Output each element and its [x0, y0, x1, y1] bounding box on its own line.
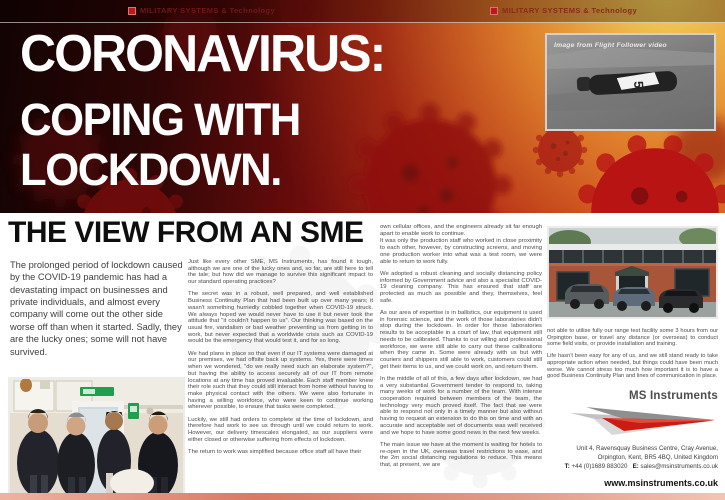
body-paragraph: As our area of expertise is in ballistics, our equipment is used in forensic science, and the work of those laboratories didn't stop during the lockdown. In order for those laboratories results to be acceptable in a court of law, that equipment still needs to be calibrated. Thanks to our willing and professional workforce, we were still able to carry out these calibrations when they came in. Some were already with us but with couriers and shippers still able to work, customers could still get their items to us, and we could work on, and return them.: [380, 309, 542, 370]
body-column-2: [188, 259, 373, 461]
projectile-number-label: 5: [631, 80, 647, 89]
body-paragraph: It was only the production staff who worked in close proximity to each other, however, by constructing screens, and moving one production worker into what was a test room, we were able to return to work fully.: [380, 238, 542, 265]
company-address: [547, 445, 718, 472]
body-paragraph: Luckily, we still had orders to complete at the time of lockdown, and therefore had work to see us through until we could return to work. However, our delivery timescales elongated, as our suppliers were either closed or otherwise suffering from effects of lockdown.: [188, 416, 373, 443]
building-photo: [547, 226, 718, 319]
company-logo-text: MS Instruments: [628, 389, 718, 402]
hero-section: [0, 0, 725, 213]
body-paragraph: The return to work was simplified because office staff all have their: [188, 448, 362, 455]
brand-square-icon: [128, 7, 136, 15]
email-address: sales@msinstruments.co.uk: [640, 463, 718, 471]
phone-label: T:: [564, 463, 570, 471]
article-headline: THE VIEW FROM AN SME: [8, 216, 364, 249]
cover-title-line1: CORONAVIRUS:: [20, 25, 385, 83]
phone-number: +44 (0)1689 883020: [571, 463, 628, 471]
intro-paragraph: The prolonged period of lockdown caused by the COVID-19 pandemic has had a devastating impact on businesses and private individuals, and almost every company will come out the other side worse off than when it started. Sadly, they are the lucky ones; some will not have survived.: [10, 260, 183, 357]
article-body: [0, 213, 725, 500]
body-paragraph: In the middle of all of this, a few days after lockdown, we had a very substantial Government tender to respond to, taking many weeks of work for a number of the team. With intense cooperation required between members of the team, the technology very much proved itself. The fact that we were able to respond not only in a timely manner but also without having to request an extension to do this on time and with an accurate and acceptable set of documents was well received and we hope to have some good news in the next few weeks.: [380, 375, 542, 436]
phone-email-line: [547, 463, 718, 472]
intro-column: [10, 259, 183, 363]
body-paragraph: The secret was in a robust, well prepared, and well established Business Continuity Plan that had been built up over many years; it wasn't something hurriedly cobbled together when COVID-19 struck. We always hoped we would never have to use it but never took the attitude that "it couldn't happen to us". Our thinking was based on the usual fire, vandalism or bad weather preventing us from getting in to work, but never expected that a worldwide crisis such as COVID-19 would be the emergency that would test it, and for so long.: [188, 291, 373, 345]
brand-square-icon: [490, 7, 498, 15]
body-paragraph: not able to utilise fully our range test facility some 3 hours from our Orpington base, or travel any distance (or overseas) to conduct some field visits, or provide installation and training.: [547, 328, 718, 348]
projectile-photo: [545, 33, 716, 131]
masthead-bar: [0, 0, 725, 23]
masthead-brand-left-label: MILITARY SYSTEMS & Technology: [140, 6, 276, 15]
body-paragraph: We had plans in place so that even if our IT systems were damaged at our premises, we had offsite back up systems. Yes, there were times when we wondered, "do we really need such an elaborate system?", but having the ability to access securely all of our IT from remote locations at any time has proved invaluable. Each staff member knew their role such that they could still interact from home without having to make physical contact with the others. We were also fortunate in having a willing workforce, who were keen to continue working wherever possible, to ensure that tasks were completed.: [188, 350, 373, 411]
contact-block: [547, 390, 718, 489]
masthead-brand-right: [490, 6, 637, 15]
cover-title: [20, 25, 399, 195]
page-footer-strip: [0, 493, 725, 500]
address-line-1: Unit 4, Ravensquay Business Centre, Cray Avenue,: [576, 445, 718, 453]
body-column-4: [547, 226, 718, 488]
company-website: www.msinstruments.co.uk: [604, 478, 718, 489]
cover-title-line2: COPING WITH: [20, 94, 300, 145]
body-column-3: [380, 224, 542, 474]
inset-caption: Image from Flight Follower video: [554, 42, 667, 49]
masthead-brand-right-label: MILITARY SYSTEMS & Technology: [502, 6, 638, 15]
team-photo: [8, 377, 185, 498]
email-label: E:: [632, 463, 639, 471]
body-paragraph: We adopted a robust cleaning and socially distancing policy informed by Government advice and also a specialist COVID-19 cleaning company. This has ensured that staff are protected as much as possible and they, themselves, feel safe.: [380, 270, 542, 304]
body-paragraph: Just like every other SME, MS Instruments, has found it tough, although we are one of the lucky ones and, so far, are still here to tell the tale; but how did we manage to survive this significant impact to our standard operating practices?: [188, 259, 373, 286]
masthead-brand-left: [128, 6, 275, 15]
cover-title-line3: LOCKDOWN.: [20, 144, 281, 195]
body-paragraph: Life hasn't been easy for any of us, and we still stand ready to take appropriate action when needed, but things could have been much worse. We cannot stress too much how important it is to have a good Business Continuity Plan and lines of communication in place.: [547, 353, 718, 380]
projectile-illustration: [547, 35, 714, 129]
address-line-2: Orpington, Kent, BR5 4BQ, United Kingdom: [597, 454, 718, 462]
body-paragraph: The main issue we have at the moment is waiting for hotels to re-open in the UK, overseas travel restrictions to ease, and the 2m social distancing regulations to reduce. This means that, at present, we are: [380, 441, 542, 468]
body-paragraph: own cellular offices, and the engineers already sit far enough apart to enable work to continue.: [380, 224, 542, 237]
company-logo-arrow-icon: [568, 405, 718, 437]
